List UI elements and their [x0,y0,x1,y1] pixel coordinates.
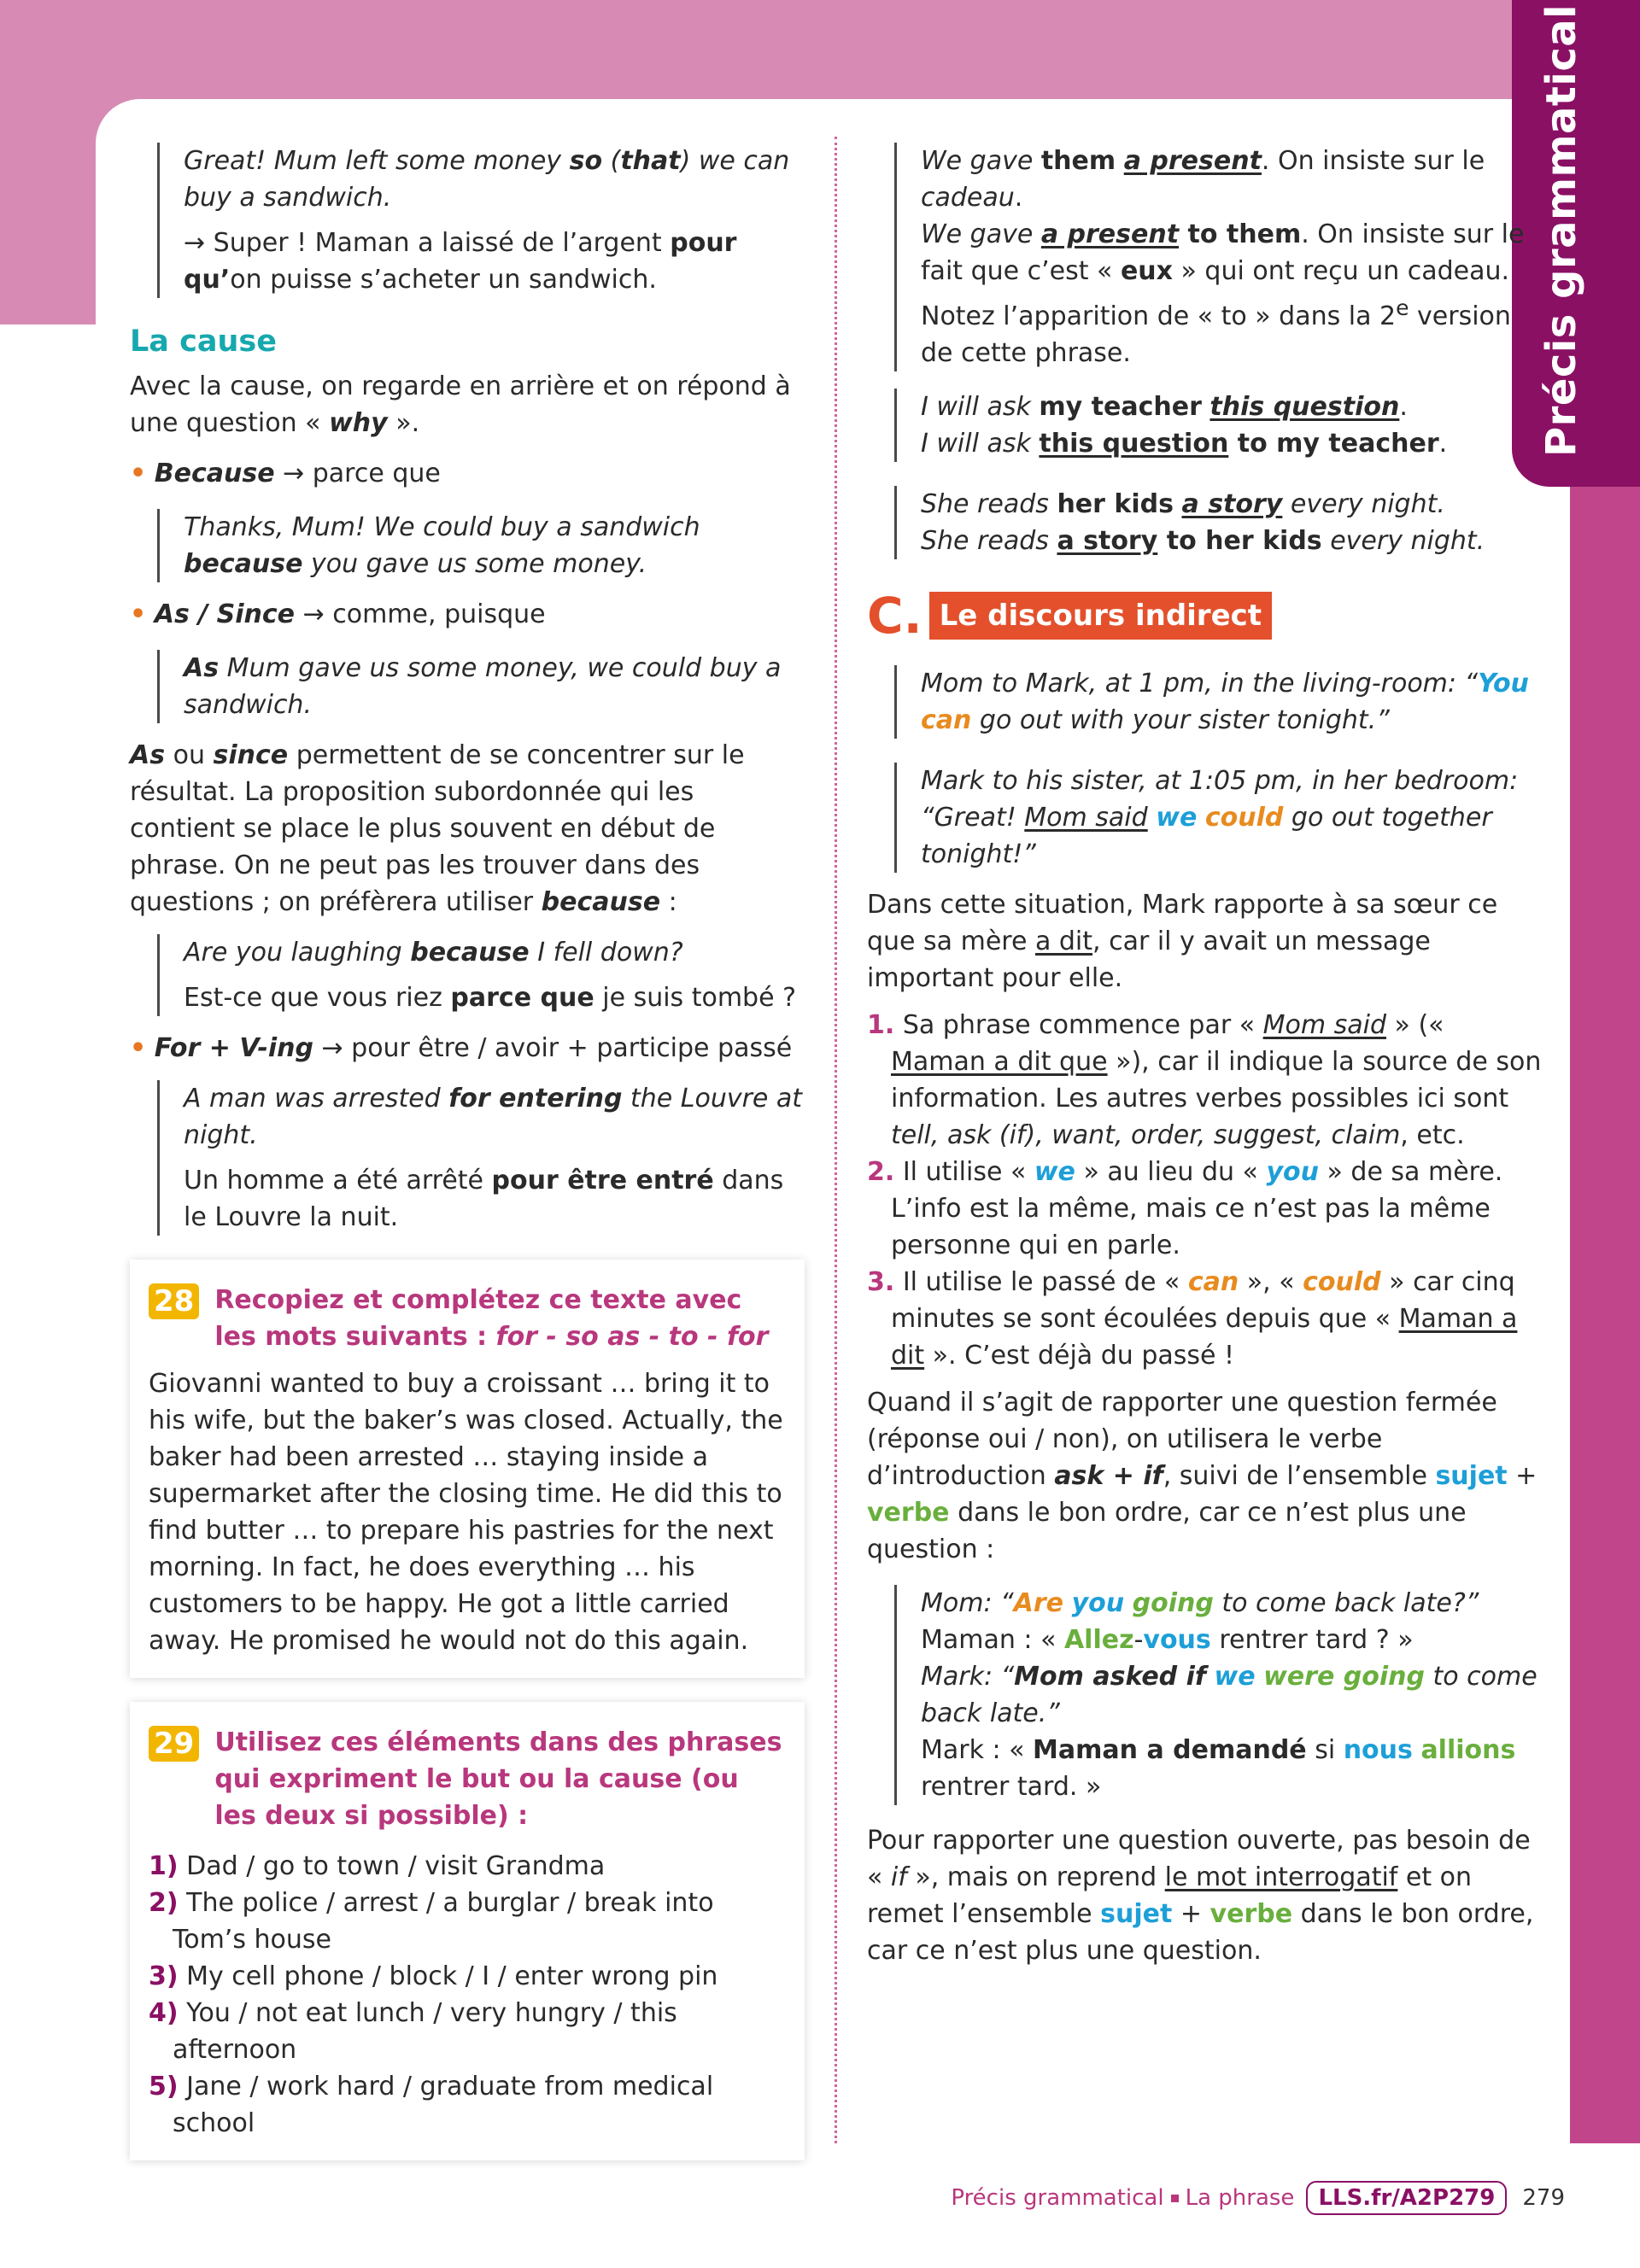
list-item: 5) Jane / work hard / graduate from medical school [149,2072,714,2138]
list-item: 1) Dad / go to town / visit Grandma [149,1851,606,1881]
right-column [867,143,1542,1969]
example-reads: She reads her kids a story every night. She reads a story to her kids every night. [894,486,1542,559]
exercise-instruction: Utilisez ces éléments dans des phrases qui expriment le but ou la cause (ou les deux si possible) : [214,1727,782,1831]
example-laughing: Are you laughing because I fell down? Est-ce que vous riez parce que je suis tombé ? [157,934,805,1016]
section-letter: C. [867,587,922,645]
bullet-icon: • [130,1033,147,1063]
left-column [130,143,805,2160]
page-number: 279 [1522,2185,1565,2211]
footer-section: Précis grammatical [951,2185,1164,2211]
footer-chapter: La phrase [1185,2185,1295,2211]
list-item: 3. Il utilise le passé de « can », « could » car cinq minutes se sont écoulées depuis que « Maman a dit ». C’est déjà du passé ! [867,1267,1518,1371]
situation-text: Dans cette situation, Mark rapporte à sa sœur ce que sa mère a dit, car il y avait un message important pour elle. [867,890,1498,993]
separator-square-icon [1171,2195,1179,2202]
example-for-entering: A man was arrested for entering the Louvre at night. Un homme a été arrêté pour être entré dans le Louvre la nuit. [157,1080,805,1236]
exercise-instruction: Recopiez et complétez ce texte avec les mots suivants : for - so as - to - for [214,1285,769,1352]
bullet-because: • Because → parce que [130,459,441,488]
list-item: 1. Sa phrase commence par « Mom said » (« Maman a dit que »), car il indique la source de son information. Les autres verbes possibles ici sont tell, ask (if), want, order, suggest, claim, etc. [867,1010,1542,1150]
example-mom: Mom to Mark, at 1 pm, in the living-room: “You can go out with your sister tonight.” [894,665,1542,739]
exercise-number: 29 [149,1726,199,1762]
exercise-number: 28 [149,1283,199,1319]
section-title-cause: La cause [130,324,277,359]
example-questions: Mom: “Are you going to come back late?” Maman : « Allez-vous rentrer tard ? » Mark: “Mom asked if we were going to come back late.” Mark : « Maman a demandé si nous allions rentrer tard. » [894,1585,1542,1805]
section-title-discours-indirect: Le discours indirect [929,592,1272,640]
example-purpose [157,143,805,298]
bullet-icon: • [130,459,147,488]
exercise-29 [130,1702,805,2160]
example-ask: I will ask my teacher this question. I will ask this question to my teacher. [894,389,1542,462]
example-gave: We gave them a present. On insiste sur le cadeau. We gave a present to them. On insiste sur le fait que c’est « eux » qui ont reçu un cadeau. Notez l’apparition de « to » dans la 2e version de cette phrase. [894,143,1542,371]
example-fr: → Super ! Maman a laissé de l’argent pour qu’on puisse s’acheter un sandwich. [184,228,737,295]
list-item: 3) My cell phone / block / I / enter wrong pin [149,1961,718,1991]
exercise-text: Giovanni wanted to buy a croissant … bring it to his wife, but the baker’s was closed. Actually, the baker had been arrested … staying inside a supermarket after the closing time. He did this to find butter … to prepare his pastries for the next morning. In fact, he does everything … his customers to be happy. He got a little carried away. He promised he would not do this again. [149,1369,783,1656]
example-mark: Mark to his sister, at 1:05 pm, in her bedroom: “Great! Mom said we could go out together tonight!” [894,763,1542,873]
exercise-28 [130,1260,805,1678]
bullet-for-ving: • For + V-ing → pour être / avoir + participe passé [130,1033,793,1063]
list-item: 2. Il utilise « we » au lieu du « you » de sa mère. L’info est la même, mais ce n’est pas la même personne qui en parle. [867,1157,1503,1260]
section-c-heading [867,587,1542,645]
column-divider [835,137,837,2143]
top-band [0,0,1640,101]
example-because: Thanks, Mum! We could buy a sandwich because you gave us some money. [157,509,805,582]
list-item: 2) The police / arrest / a burglar / break into Tom’s house [149,1888,714,1955]
exercise-list [149,1848,786,2142]
footer-link[interactable]: LLS.fr/A2P279 [1306,2181,1507,2215]
example-as: As Mum gave us some money, we could buy a sandwich. [157,650,805,723]
as-since-explanation: As ou since permettent de se concentrer sur le résultat. La proposition subordonnée qui les contient se place le plus souvent en début de phrase. On ne peut pas les trouver dans des questions ; on préfèrera utiliser because : [130,740,745,917]
open-question-text: Pour rapporter une question ouverte, pas besoin de « if », mais on reprend le mot interrogatif et on remet l’ensemble sujet + verbe dans le bon ordre, car ce n’est plus une question. [867,1826,1534,1966]
list-item: 4) You / not eat lunch / very hungry / this afternoon [149,1998,677,2065]
page-footer [951,2181,1565,2215]
example-en: Great! Mum left some money so (that) we can buy a sandwich. [184,146,790,213]
bullet-as-since: • As / Since → comme, puisque [130,599,546,629]
cause-intro: Avec la cause, on regarde en arrière et on répond à une question « why ». [130,371,791,438]
closed-question-text: Quand il s’agit de rapporter une question fermée (réponse oui / non), on utilisera le verbe d’introduction ask + if, suivi de l’ensemble sujet + verbe dans le bon ordre, car ce n’est plus une question : [867,1388,1538,1564]
side-tab-label: Précis grammatical [1538,3,1585,457]
bullet-icon: • [130,599,147,629]
numbered-points [867,1007,1542,1374]
